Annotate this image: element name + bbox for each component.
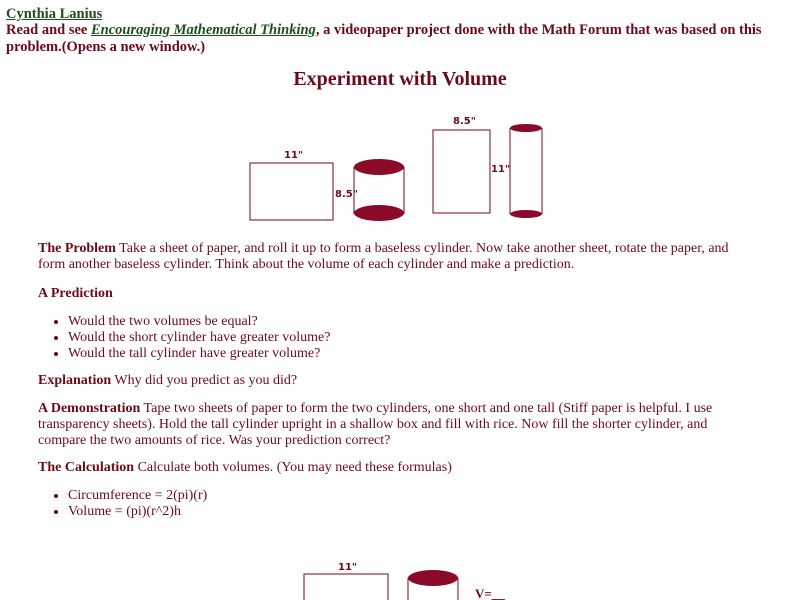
problem-label: The Problem <box>38 241 116 256</box>
list-item: • Volume = (pi)(r^2)h <box>68 504 788 520</box>
short-width-label: 11" <box>284 150 304 161</box>
note-prefix: Read and see <box>6 22 91 38</box>
bottom-cylinder-top <box>408 570 458 586</box>
videopaper-link-text[interactable]: Encouraging Mathematical Thinking <box>91 22 316 38</box>
problem-text: Take a sheet of paper, and roll it up to form a baseless cylinder. Now take another sheet, rotate the paper, and form another baseless cylinder. Think about the volume of each cylinder and make a prediction. <box>38 241 729 272</box>
calculation-label: The Calculation <box>38 460 135 475</box>
note-suffix: , a videopaper project done with the Math Forum that was based on this problem.(Opens a new window.) <box>6 22 762 55</box>
author-link[interactable] <box>6 6 102 23</box>
demonstration-paragraph <box>38 401 758 449</box>
prediction-list <box>38 314 788 362</box>
videopaper-note <box>6 22 781 56</box>
list-item: • Would the two volumes be equal? <box>68 314 788 330</box>
short-sheet <box>250 163 333 220</box>
prediction-label: A Prediction <box>38 286 113 301</box>
author-name[interactable]: Cynthia Lanius <box>6 6 103 22</box>
explanation-text: Why did you predict as you did? <box>111 373 298 388</box>
list-item: • Would the short cylinder have greater volume? <box>68 330 788 346</box>
tall-cylinder-top <box>510 124 542 132</box>
volume-label: V=__ <box>475 586 505 600</box>
short-cylinder-bottom <box>354 205 404 221</box>
tall-cylinder-bottom <box>510 210 542 218</box>
list-item: • Circumference = 2(pi)(r) <box>68 488 788 504</box>
explanation-paragraph <box>38 373 758 389</box>
short-height-label: 8.5" <box>335 189 358 200</box>
bottom-width-label: 11" <box>338 562 358 573</box>
tall-sheet <box>433 130 490 213</box>
demonstration-text: Tape two sheets of paper to form the two cylinders, one short and one tall (Stiff paper is helpful. I use transparency sheets). Hold the tall cylinder upright in a shallow box and fill with rice. Now fill the shorter cylinder, and compare the two amounts of rice. Was your prediction correct? <box>38 401 713 448</box>
problem-paragraph <box>38 241 758 273</box>
prediction-heading <box>38 286 758 302</box>
formula-list <box>38 488 788 520</box>
list-item: • Would the tall cylinder have greater volume? <box>68 346 788 362</box>
tall-width-label: 8.5" <box>453 116 476 127</box>
page-title: Experiment with Volume <box>293 68 507 90</box>
cylinder-figure <box>240 110 560 230</box>
short-cylinder-top <box>354 159 404 175</box>
calculation-text: Calculate both volumes. (You may need these formulas) <box>134 460 452 475</box>
explanation-label: Explanation <box>38 373 112 388</box>
videopaper-link[interactable] <box>91 22 316 38</box>
bottom-figure <box>290 540 550 600</box>
bottom-sheet <box>304 574 388 600</box>
demonstration-label: A Demonstration <box>38 401 141 416</box>
calculation-paragraph <box>38 460 758 476</box>
tall-height-label: 11" <box>491 164 511 175</box>
